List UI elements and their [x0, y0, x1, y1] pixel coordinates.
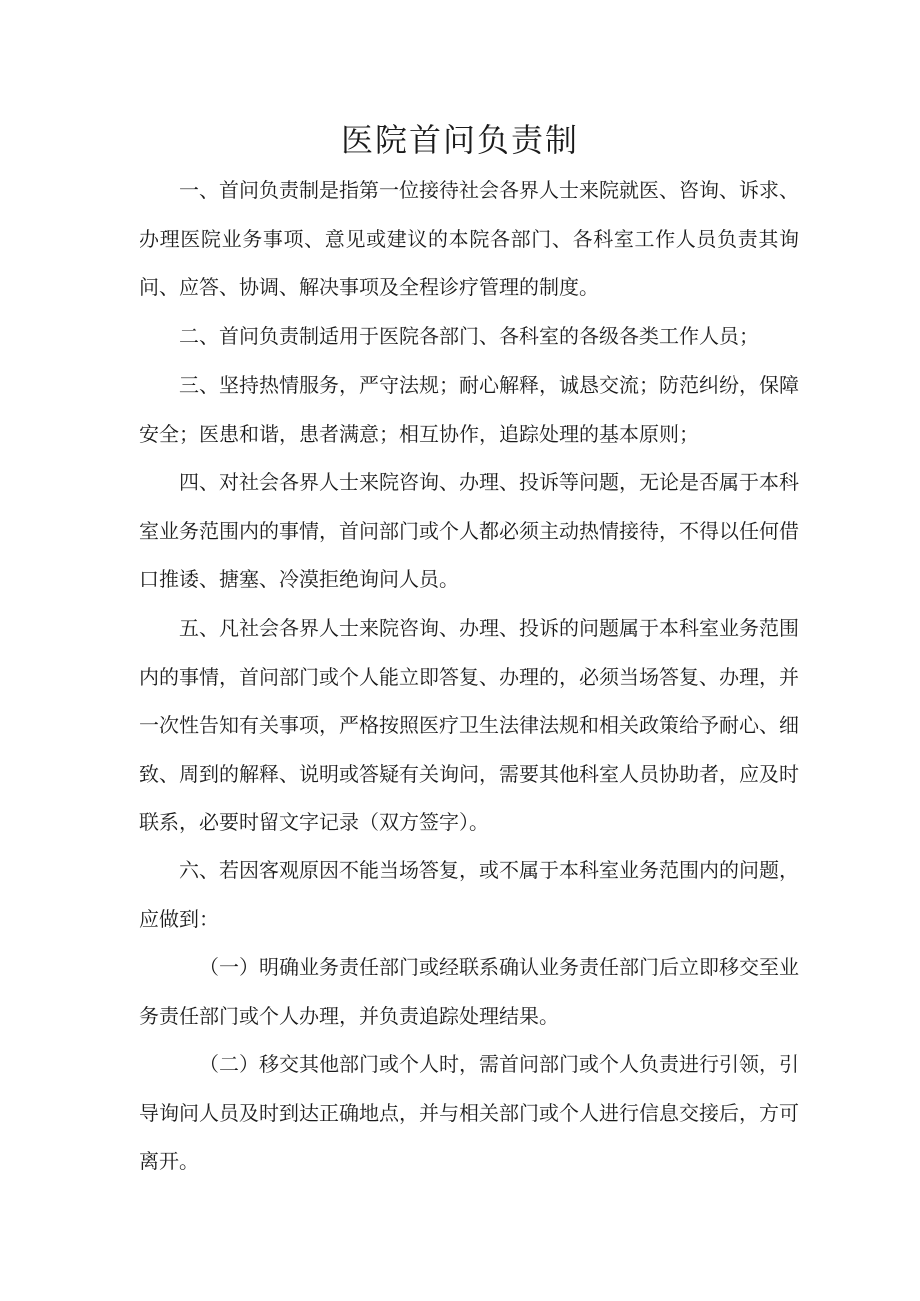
- paragraph-2: 二、首问负责制适用于医院各部门、各科室的各级各类工作人员；: [179, 324, 759, 348]
- paragraph-5: 五、凡社会各界人士来院咨询、办理、投诉的问题属于本科室业务范围内的事情，首问部门或个人能立即答复、办理的，必须当场答复、办理，并一次性告知有关事项，严格按照医疗卫生法律法规和相关政策给予耐心、细致、周到的解释、说明或答疑有关询问，需要其他科室人员协助者，应及时联系，必要时留文字记录（双方签字）。: [139, 616, 799, 834]
- paragraph-3: 三、坚持热情服务，严守法规；耐心解释，诚恳交流；防范纠纷，保障安全；医患和谐，患者满意；相互协作，追踪处理的基本原则；: [139, 373, 799, 446]
- paragraph-4: 四、对社会各界人士来院咨询、办理、投诉等问题，无论是否属于本科室业务范围内的事情，首问部门或个人都必须主动热情接待，不得以任何借口推诿、搪塞、冷漠拒绝询问人员。: [139, 470, 799, 591]
- paragraph-7: （一）明确业务责任部门或经联系确认业务责任部门后立即移交至业务责任部门或个人办理，并负责追踪处理结果。: [139, 955, 799, 1028]
- paragraph-8: （二）移交其他部门或个人时，需首问部门或个人负责进行引领，引导询问人员及时到达正确地点，并与相关部门或个人进行信息交接后，方可离开。: [139, 1052, 799, 1173]
- paragraph-1: 一、首问负责制是指第一位接待社会各界人士来院就医、咨询、诉求、办理医院业务事项、意见或建议的本院各部门、各科室工作人员负责其询问、应答、协调、解决事项及全程诊疗管理的制度。: [139, 178, 799, 299]
- paragraph-6: 六、若因客观原因不能当场答复，或不属于本科室业务范围内的问题，应做到：: [139, 858, 799, 931]
- document-title: 医院首问负责制: [340, 121, 579, 159]
